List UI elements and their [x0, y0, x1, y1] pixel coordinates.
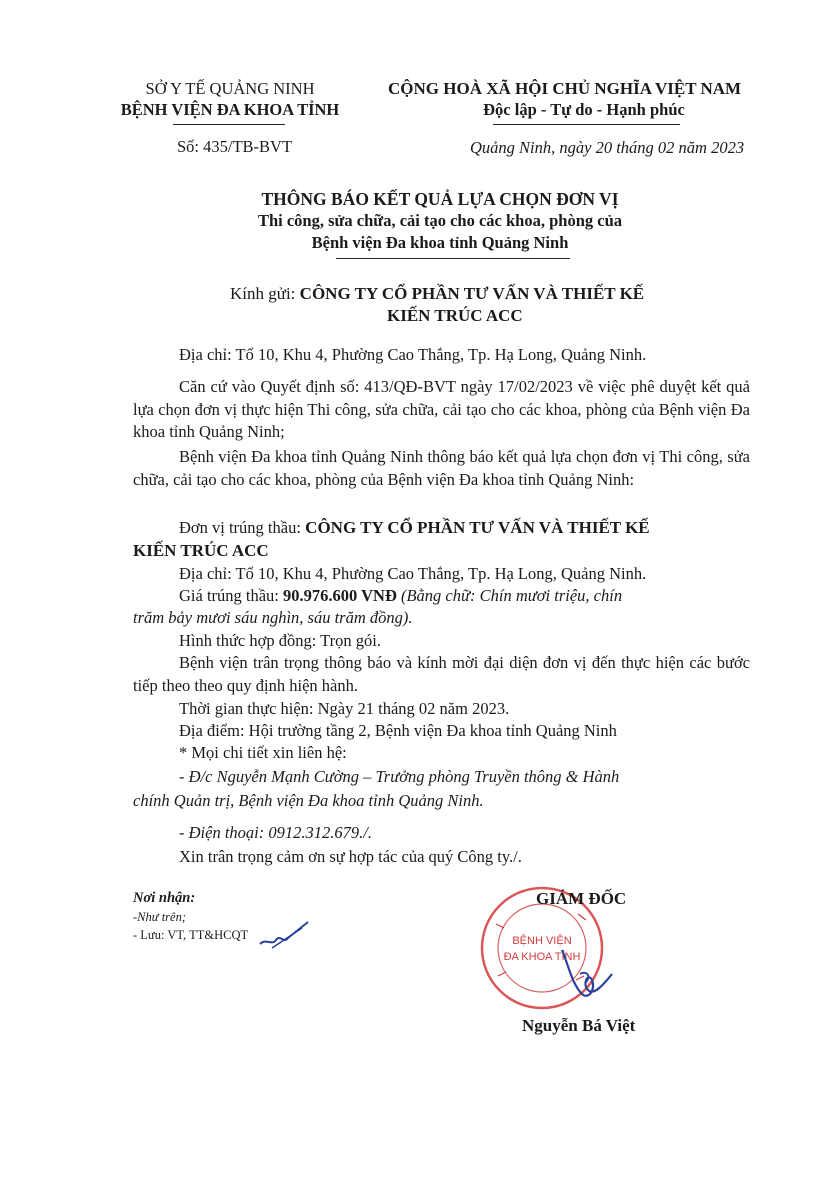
contact-person: - Đ/c Nguyễn Mạnh Cường – Trưởng phòng Truyền thông & Hành	[179, 767, 620, 786]
place-date: Quảng Ninh, ngày 20 tháng 02 năm 2023	[470, 138, 745, 157]
winner-line	[179, 517, 650, 539]
invite-paragraph: Bệnh viện trân trọng thông báo và kính mời đại diện đơn vị đến thực hiện các bước tiếp theo theo quy định hiện hành.	[133, 653, 750, 695]
motto-underline	[493, 124, 680, 125]
recipient-label: Kính gửi:	[230, 284, 296, 303]
doc-title: THÔNG BÁO KẾT QUẢ LỰA CHỌN ĐƠN VỊ	[261, 189, 619, 209]
stamp-line-1: BỆNH VIỆN	[512, 935, 572, 947]
recipient-line	[230, 283, 644, 305]
price-words-2: trăm bảy mươi sáu nghìn, sáu trăm đồng).	[133, 608, 413, 627]
winner-label: Đơn vị trúng thầu:	[179, 518, 301, 537]
recipient-item-2: - Lưu: VT, TT&HCQT	[133, 928, 249, 942]
org-parent: SỞ Y TẾ QUẢNG NINH	[145, 79, 315, 98]
recipient-name-2: KIẾN TRÚC ACC	[387, 306, 523, 325]
signer-title: GIÁM ĐỐC	[536, 889, 627, 908]
org-name: BỆNH VIỆN ĐA KHOA TỈNH	[120, 100, 340, 119]
venue: Địa điểm: Hội trường tầng 2, Bệnh viện Đa khoa tỉnh Quảng Ninh	[179, 721, 617, 740]
recipients-label: Nơi nhận:	[133, 890, 196, 906]
winner-address: Địa chỉ: Tổ 10, Khu 4, Phường Cao Thắng, Tp. Hạ Long, Quảng Ninh.	[179, 564, 647, 583]
recipient-address: Địa chỉ: Tổ 10, Khu 4, Phường Cao Thắng, Tp. Hạ Long, Quảng Ninh.	[179, 345, 647, 364]
price-value: 90.976.600 VNĐ	[283, 586, 397, 605]
doc-subtitle-1: Thi công, sửa chữa, cải tạo cho các khoa, phòng của	[257, 211, 623, 230]
contact-person-2: chính Quản trị, Bệnh viện Đa khoa tỉnh Quảng Ninh.	[133, 791, 484, 810]
price-line	[179, 585, 622, 607]
winner-name: CÔNG TY CỔ PHẦN TƯ VẤN VÀ THIẾT KẾ	[305, 518, 650, 537]
recipient-item-1: -Như trên;	[133, 910, 186, 924]
winner-name-2: KIẾN TRÚC ACC	[133, 541, 269, 560]
recipient-name: CÔNG TY CỔ PHẦN TƯ VẤN VÀ THIẾT KẾ	[299, 284, 645, 303]
stamp-line-2: ĐA KHOA TỈNH	[503, 951, 581, 963]
contact-intro: * Mọi chi tiết xin liên hệ:	[179, 743, 347, 762]
basis-paragraph: Căn cứ vào Quyết định số: 413/QĐ-BVT ngày 17/02/2023 về việc phê duyệt kết quả lựa chọn đơn vị thực hiện Thi công, sửa chữa, cải tạo cho các khoa, phòng của Bệnh viện Đa khoa tỉnh Quảng Ninh;	[133, 377, 750, 441]
title-underline	[336, 258, 570, 259]
national-title: CỘNG HOÀ XÃ HỘI CHỦ NGHĨA VIỆT NAM	[388, 79, 742, 98]
contract-type: Hình thức hợp đồng: Trọn gói.	[179, 631, 381, 650]
doc-subtitle-2: Bệnh viện Đa khoa tỉnh Quảng Ninh	[311, 233, 569, 252]
thanks: Xin trân trọng cảm ơn sự hợp tác của quý Công ty./.	[179, 847, 522, 866]
doc-number: Số: 435/TB-BVT	[177, 137, 293, 156]
signature-icon	[552, 944, 622, 1004]
price-label: Giá trúng thầu:	[179, 586, 279, 605]
price-words: (Bằng chữ: Chín mươi triệu, chín	[400, 586, 623, 605]
contact-phone: - Điện thoại: 0912.312.679./.	[179, 823, 372, 842]
org-underline	[173, 124, 285, 125]
motto: Độc lập - Tự do - Hạnh phúc	[483, 100, 685, 119]
initials-signature-icon	[258, 918, 318, 950]
signer-name: Nguyễn Bá Việt	[522, 1016, 636, 1035]
announce-paragraph: Bệnh viện Đa khoa tỉnh Quảng Ninh thông báo kết quả lựa chọn đơn vị Thi công, sửa chữa, cải tạo cho các khoa, phòng của Bệnh viện Đa khoa tỉnh Quảng Ninh:	[133, 447, 750, 489]
execution-time: Thời gian thực hiện: Ngày 21 tháng 02 năm 2023.	[179, 699, 510, 718]
